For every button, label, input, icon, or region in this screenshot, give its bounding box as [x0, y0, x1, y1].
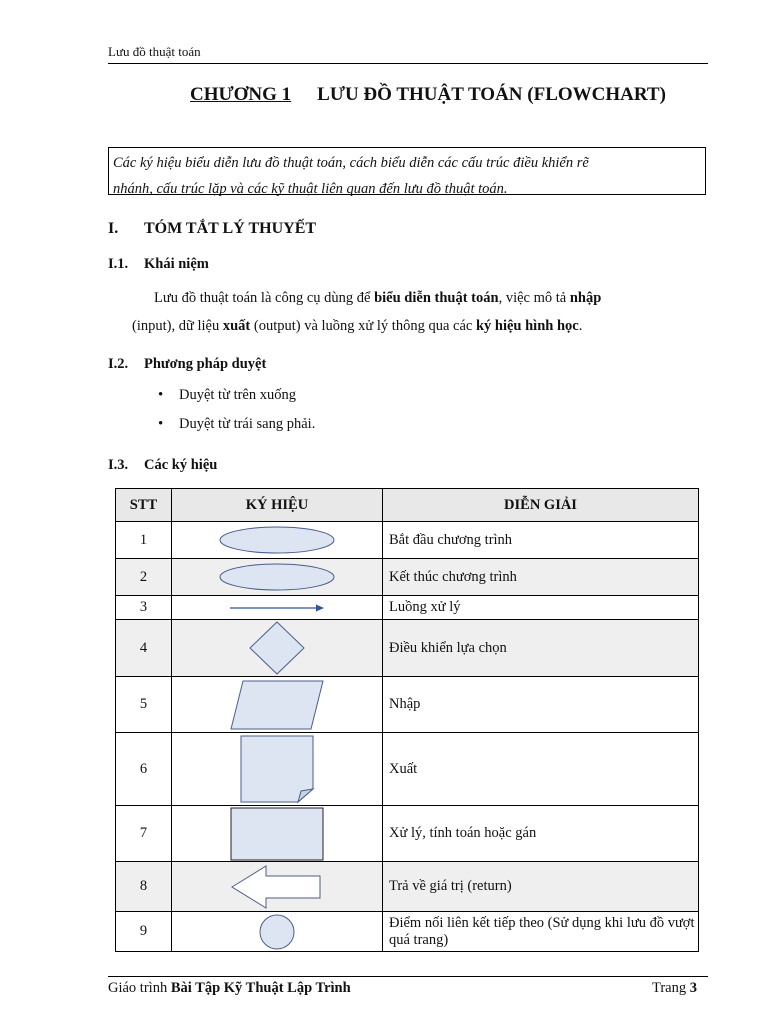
flow-arrow-icon	[227, 602, 327, 614]
table-row	[116, 862, 699, 912]
page-number-value: 3	[689, 980, 697, 996]
row-number: 2	[116, 559, 172, 596]
row-description: Luồng xử lý	[383, 596, 699, 620]
row-description: Điểm nối liên kết tiếp theo (Sử dụng khi lưu đồ vượt quá trang)	[383, 912, 699, 952]
symbol-cell	[172, 620, 383, 677]
row-number: 9	[116, 912, 172, 952]
row-description: Xử lý, tính toán hoặc gán	[383, 806, 699, 862]
process-rectangle-icon	[230, 807, 324, 861]
footer-book-name: Bài Tập Kỹ Thuật Lập Trình	[170, 980, 351, 996]
chapter-number: CHƯƠNG 1	[190, 84, 292, 105]
row-number: 5	[116, 677, 172, 733]
concept-text: , việc mô tả	[498, 290, 570, 306]
row-number: 8	[116, 862, 172, 912]
table-header-row	[116, 489, 699, 522]
subheading-number: I.3.	[108, 457, 129, 473]
symbol-cell	[172, 522, 383, 559]
output-document-icon	[239, 734, 315, 804]
traversal-list	[158, 384, 315, 442]
footer-rule	[108, 976, 708, 977]
chapter-name: LƯU ĐỒ THUẬT TOÁN (FLOWCHART)	[317, 84, 666, 105]
subheading-title: Phương pháp duyệt	[144, 356, 267, 372]
footer-book-title	[108, 980, 351, 997]
concept-paragraph	[132, 284, 712, 340]
table-row	[116, 912, 699, 952]
table-row	[116, 620, 699, 677]
row-number: 3	[116, 596, 172, 620]
symbol-cell	[172, 912, 383, 952]
symbol-cell	[172, 596, 383, 620]
row-description: Nhập	[383, 677, 699, 733]
concept-bold: xuất	[222, 318, 251, 334]
subheading-symbols	[108, 457, 217, 474]
subheading-number: I.1.	[108, 256, 129, 272]
table-row	[116, 559, 699, 596]
decision-diamond-icon	[247, 620, 307, 676]
table-row	[116, 733, 699, 806]
row-description: Kết thúc chương trình	[383, 559, 699, 596]
subheading-title: Các ký hiệu	[144, 457, 218, 473]
column-header-description: DIỄN GIẢI	[383, 489, 699, 522]
section-number: I.	[108, 220, 119, 237]
symbol-cell	[172, 677, 383, 733]
subheading-traversal	[108, 356, 266, 373]
row-number: 7	[116, 806, 172, 862]
row-description: Trả về giá trị (return)	[383, 862, 699, 912]
input-parallelogram-icon	[229, 679, 325, 731]
connector-circle-icon	[257, 913, 297, 951]
return-left-arrow-icon	[230, 864, 324, 910]
section-title: TÓM TẮT LÝ THUYẾT	[144, 220, 317, 237]
row-description: Điều khiển lựa chọn	[383, 620, 699, 677]
concept-bold: nhập	[569, 290, 602, 306]
subheading-title: Khái niệm	[144, 256, 209, 272]
page-label: Trang	[652, 980, 690, 996]
table-row	[116, 677, 699, 733]
subheading-number: I.2.	[108, 356, 129, 372]
table-row	[116, 806, 699, 862]
table-row	[116, 596, 699, 620]
symbol-cell	[172, 806, 383, 862]
column-header-stt: STT	[116, 489, 172, 522]
summary-line-1: Các ký hiệu biểu diễn lưu đồ thuật toán, cách biểu diễn các cấu trúc điều khiển rẽ	[113, 155, 589, 171]
terminal-ellipse-icon	[217, 562, 337, 592]
symbols-table	[115, 488, 699, 952]
row-description: Xuất	[383, 733, 699, 806]
footer-prefix: Giáo trình	[108, 980, 171, 996]
concept-bold: ký hiệu hình học	[475, 318, 579, 334]
row-description: Bắt đầu chương trình	[383, 522, 699, 559]
column-header-symbol: KÝ HIỆU	[172, 489, 383, 522]
concept-text: .	[578, 318, 583, 334]
list-item: • Duyệt từ trái sang phải.	[158, 413, 315, 442]
summary-line-2: nhánh, cấu trúc lặp và các kỹ thuật liên quan đến lưu đồ thuật toán.	[113, 181, 508, 197]
running-header: Lưu đồ thuật toán	[108, 44, 201, 59]
terminal-ellipse-icon	[217, 525, 337, 555]
list-item: • Duyệt từ trên xuống	[158, 384, 315, 413]
row-number: 4	[116, 620, 172, 677]
concept-text: Lưu đồ thuật toán là công cụ dùng để	[154, 290, 375, 306]
table-row	[116, 522, 699, 559]
row-number: 6	[116, 733, 172, 806]
chapter-summary-box	[108, 147, 706, 195]
symbol-cell	[172, 862, 383, 912]
symbol-cell	[172, 559, 383, 596]
chapter-title	[190, 84, 666, 106]
row-number: 1	[116, 522, 172, 559]
header-rule	[108, 63, 708, 64]
concept-text: (input), dữ liệu	[132, 318, 223, 334]
concept-bold: biểu diễn thuật toán	[374, 290, 499, 306]
subheading-concept	[108, 256, 209, 273]
page-number	[652, 980, 697, 997]
section-heading	[108, 220, 316, 238]
symbol-cell	[172, 733, 383, 806]
concept-text: (output) và luồng xử lý thông qua các	[250, 318, 476, 334]
